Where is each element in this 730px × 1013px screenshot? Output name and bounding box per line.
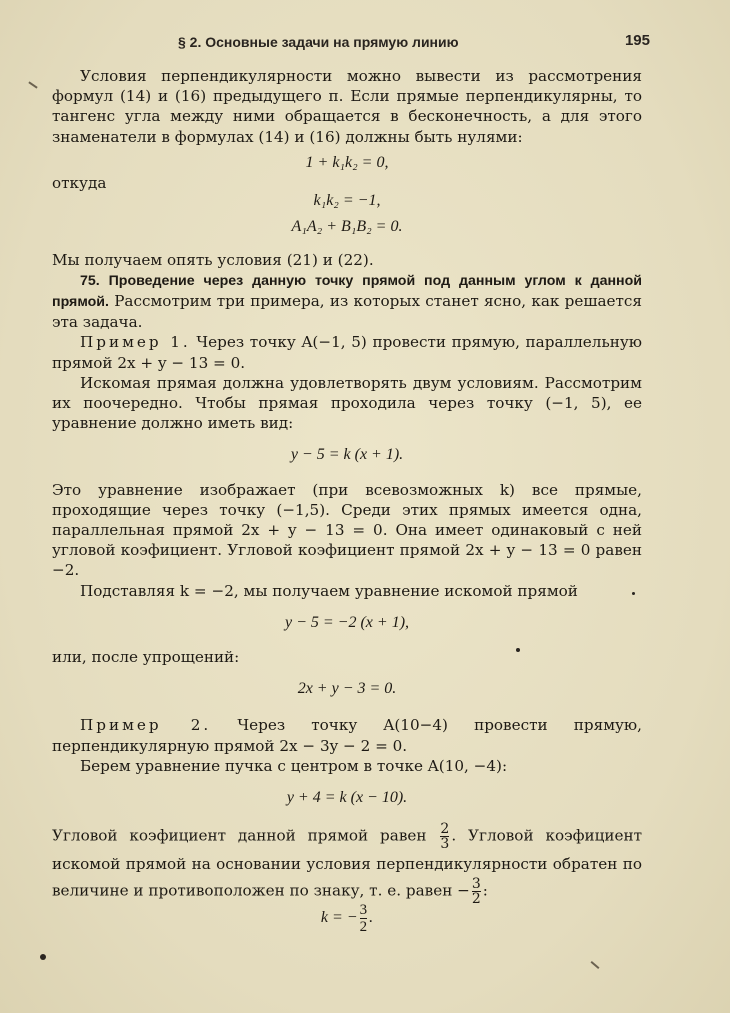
paragraph-simplified: или, после упрощений: <box>52 648 240 667</box>
example-2-label: Пример 2. <box>80 716 212 735</box>
section-75-heading: 75. Проведение через данную точку прямой под данным углом к данной прямой. <box>52 272 642 311</box>
running-header <box>60 32 650 54</box>
example-2-text: Через точку A(10−4) провести прямую, перпендикулярную прямой 2x − 3y − 2 = 0. <box>52 716 642 755</box>
fraction-numerator: 3 <box>359 902 368 919</box>
formula-3: A₁A₂ + B₁B₂ = 0. <box>291 218 403 236</box>
formula-8-end: . <box>369 909 374 927</box>
formula-7: y + 4 = k (x − 10). <box>286 789 408 807</box>
slope-text-c: : <box>482 881 488 900</box>
section-75-text: Рассмотрим три примера, из которых станет ясно, как решается эта задача. <box>52 292 642 332</box>
page-mark <box>591 961 600 969</box>
fraction-numerator: 3 <box>471 876 481 893</box>
paragraph-two-conditions: Искомая прямая должна удовлетворять двум условиям. Рассмотрим их поочередно. Чтобы прямая проходила через точку (−1, 5), ее уравнение должно иметь вид: <box>52 373 642 433</box>
paragraph-substituting: Подставляя k = −2, мы получаем уравнение искомой прямой <box>80 581 578 600</box>
fraction-three-halves <box>472 877 481 906</box>
section-75 <box>52 270 642 333</box>
word-otkuda: откуда <box>52 174 107 193</box>
example-2 <box>52 715 642 755</box>
formula-2: k₁k₂ = −1, <box>313 192 381 210</box>
fraction-denominator: 2 <box>471 891 481 908</box>
slope-text-b: . Угловой коэфициент искомой прямой на основании условия перпендикулярности обратен по величине и противоположен по знаку, т. е. равен − <box>52 826 643 900</box>
paragraph-equation-meaning: Это уравнение изображает (при всевозможных k) все прямые, проходящие через точку (−1,5). Среди этих прямых имеется одна, параллельная прямой 2x + y − 13 = 0. Она имеет одинаковый с ней угловой коэфициент. Угловой коэфициент прямой 2x + y − 13 = 0 равен −2. <box>52 480 642 580</box>
paragraph-slope <box>52 822 642 906</box>
formula-6: 2x + y − 3 = 0. <box>297 680 397 698</box>
paragraph-conditions: Мы получаем опять условия (21) и (22). <box>52 250 374 269</box>
example-1-label: Пример 1. <box>80 333 191 352</box>
header-title: § 2. Основные задачи на прямую линию <box>178 34 459 50</box>
ink-dot <box>40 954 46 960</box>
fraction-denominator: 2 <box>359 919 368 936</box>
slope-text-a: Угловой коэфициент данной прямой равен <box>52 826 439 845</box>
ink-dot <box>632 592 635 595</box>
formula-4: y − 5 = k (x + 1). <box>290 446 404 464</box>
formula-1: 1 + k₁k₂ = 0, <box>305 153 389 171</box>
paragraph-perpendicularity: Условия перпендикулярности можно вывести из рассмотрения формул (14) и (16) предыдущего п. Если прямые перпендикулярны, то тангенс угла между ними обращается в бесконечность, а для этого знаменатели в формулах (14) и (16) должны быть нулями: <box>52 67 642 146</box>
fraction-two-thirds <box>440 822 449 851</box>
ink-dot <box>516 648 520 652</box>
page-body <box>52 66 642 943</box>
page-mark <box>28 81 37 88</box>
example-1 <box>52 332 642 372</box>
formula-8-fraction <box>360 902 368 935</box>
formula-8 <box>52 902 642 935</box>
fraction-numerator: 2 <box>440 821 450 838</box>
formula-8-lhs: k = − <box>320 909 358 927</box>
page-number: 195 <box>624 32 650 49</box>
paragraph-pencil: Берем уравнение пучка с центром в точке A(10, −4): <box>80 756 508 775</box>
formula-5: y − 5 = −2 (x + 1), <box>284 613 410 631</box>
example-1-text: Через точку A(−1, 5) провести прямую, параллельную прямой 2x + y − 13 = 0. <box>52 333 642 372</box>
fraction-denominator: 3 <box>440 836 450 853</box>
